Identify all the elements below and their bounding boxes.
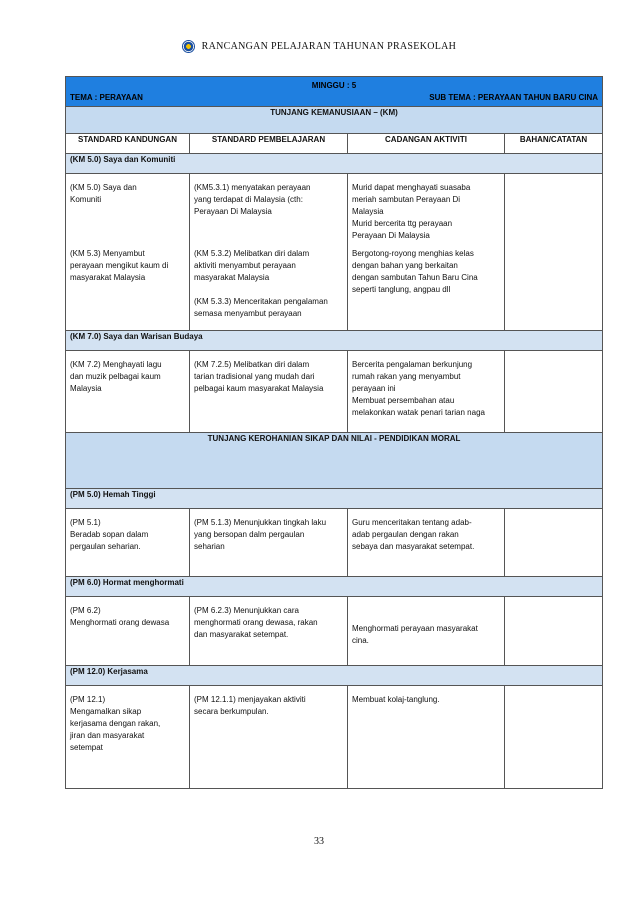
bahan-catatan-cell: [505, 509, 603, 577]
page-number: 33: [314, 836, 324, 847]
col-header-standard-kandungan: STANDARD KANDUNGAN: [66, 134, 190, 154]
standard-kandungan-cell: (PM 6.2) Menghormati orang dewasa: [66, 597, 190, 666]
cadangan-aktiviti-cell: Menghormati perayaan masyarakat cina.: [348, 597, 505, 666]
section-title: (KM 5.0) Saya dan Komuniti: [66, 154, 603, 174]
standard-kandungan-cell: (PM 5.1) Beradab sopan dalam pergaulan seharian.: [66, 509, 190, 577]
week-label: MINGGU : 5: [311, 81, 357, 90]
cadangan-aktiviti-cell: Bercerita pengalaman berkunjung rumah rakan yang menyambut perayaan ini Membuat persembahan atau melakonkan watak penari tarian naga: [348, 351, 505, 433]
col-header-bahan-catatan: BAHAN/CATATAN: [505, 134, 603, 154]
cadangan-aktiviti-cell: Membuat kolaj-tanglung.: [348, 686, 505, 789]
section-title: (PM 12.0) Kerjasama: [66, 666, 603, 686]
bahan-catatan-cell: [505, 351, 603, 433]
standard-pembelajaran-cell: (PM 12.1.1) menjayakan aktiviti secara berkumpulan.: [190, 686, 348, 789]
institution-emblem-icon: [182, 40, 195, 53]
section-title-row: [66, 154, 603, 174]
section-title: (KM 7.0) Saya dan Warisan Budaya: [66, 331, 603, 351]
table-row: [66, 686, 603, 789]
col-header-cadangan-aktiviti: CADANGAN AKTIVITI: [348, 134, 505, 154]
tunjang-kemanusiaan-row: [66, 107, 603, 134]
standard-pembelajaran-cell: (KM 7.2.5) Melibatkan diri dalam tarian tradisional yang mudah dari pelbagai kaum masyarakat Malaysia: [190, 351, 348, 433]
lesson-plan-table: [65, 76, 603, 789]
tunjang-kerohanian-title: TUNJANG KEROHANIAN SIKAP DAN NILAI - PENDIDIKAN MORAL: [66, 433, 603, 489]
table-row: [66, 509, 603, 577]
section-title: (PM 6.0) Hormat menghormati: [66, 577, 603, 597]
col-header-standard-pembelajaran: STANDARD PEMBELAJARAN: [190, 134, 348, 154]
tunjang-kemanusiaan-title: TUNJANG KEMANUSIAAN – (KM): [66, 107, 603, 134]
tunjang-kerohanian-row: [66, 433, 603, 489]
week-theme-row: [66, 77, 603, 107]
section-title-row: [66, 331, 603, 351]
section-title-row: [66, 577, 603, 597]
section-title-row: [66, 666, 603, 686]
table-row: [66, 174, 603, 331]
column-header-row: [66, 134, 603, 154]
theme-label: TEMA : PERAYAAN: [70, 93, 143, 102]
subtheme-label: SUB TEMA : PERAYAAN TAHUN BARU CINA: [429, 93, 599, 102]
standard-pembelajaran-cell: (PM 6.2.3) Menunjukkan cara menghormati orang dewasa, rakan dan masyarakat setempat.: [190, 597, 348, 666]
document-header: [0, 40, 638, 58]
table-row: [66, 351, 603, 433]
standard-kandungan-cell: (KM 7.2) Menghayati lagu dan muzik pelbagai kaum Malaysia: [66, 351, 190, 433]
bahan-catatan-cell: [505, 686, 603, 789]
cadangan-aktiviti-cell: Guru menceritakan tentang adab- adab pergaulan dengan rakan sebaya dan masyarakat setempat.: [348, 509, 505, 577]
standard-pembelajaran-cell: (KM5.3.1) menyatakan perayaan yang terdapat di Malaysia (cth: Perayaan Di Malaysia (KM 5.3.2) Melibatkan diri dalam aktiviti menyambut perayaan masyarakat Malaysia (KM 5.3.3) Menceritakan pengalaman semasa menyambut perayaan: [190, 174, 348, 331]
cadangan-aktiviti-cell: Murid dapat menghayati suasaba meriah sambutan Perayaan Di Malaysia Murid bercerita ttg perayaan Perayaan Di Malaysia Bergotong-royong menghias kelas dengan bahan yang berkaitan dengan sambutan Tahun Baru Cina seperti tanglung, angpau dll: [348, 174, 505, 331]
standard-kandungan-cell: (KM 5.0) Saya dan Komuniti (KM 5.3) Menyambut perayaan mengikut kaum di masyarakat Malaysia: [66, 174, 190, 331]
standard-kandungan-cell: (PM 12.1) Mengamalkan sikap kerjasama dengan rakan, jiran dan masyarakat setempat: [66, 686, 190, 789]
bahan-catatan-cell: [505, 597, 603, 666]
standard-pembelajaran-cell: (PM 5.1.3) Menunjukkan tingkah laku yang bersopan dalm pergaulan seharian: [190, 509, 348, 577]
table-row: [66, 597, 603, 666]
section-title: (PM 5.0) Hemah Tinggi: [66, 489, 603, 509]
bahan-catatan-cell: [505, 174, 603, 331]
section-title-row: [66, 489, 603, 509]
header-title: RANCANGAN PELAJARAN TAHUNAN PRASEKOLAH: [201, 41, 457, 52]
